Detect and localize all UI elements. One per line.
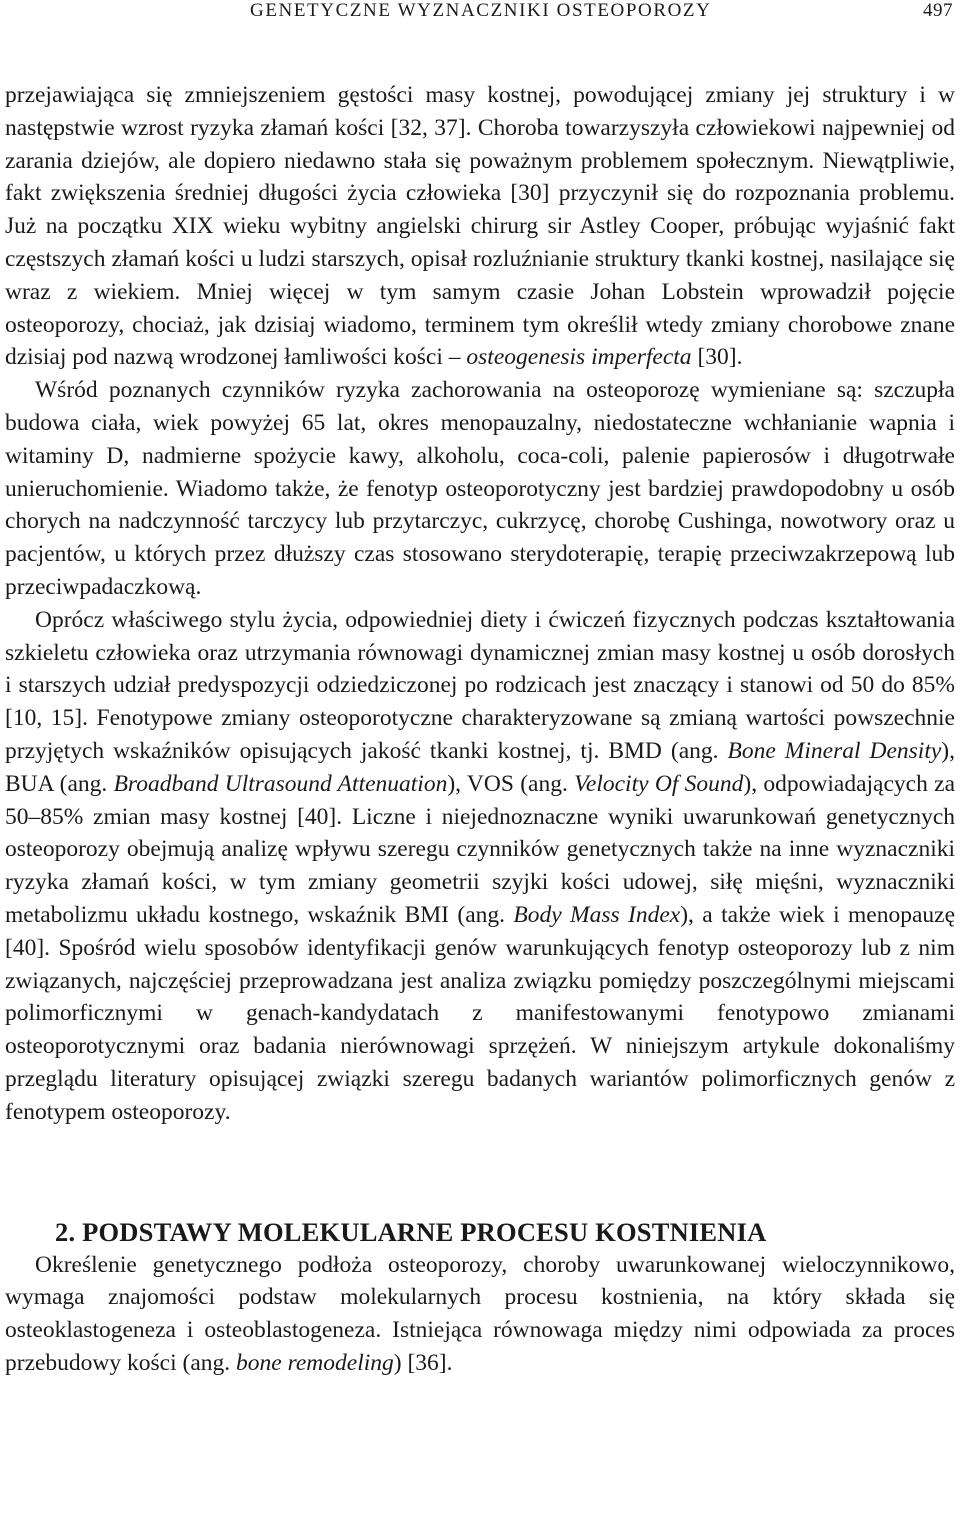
running-title: GENETYCZNE WYZNACZNIKI OSTEOPOROZY	[250, 0, 712, 21]
text-run: Wśród poznanych czynników ryzyka zachorowania na osteoporozę wymieniane są: szczupła budowa ciała, wiek powyżej 65 lat, okres menopauzalny, niedostateczne wchłanianie wapnia i witaminy D, nadmierne spożycie kawy, alkoholu, coca-coli, palenie papierosów i długotrwałe unieruchomienie. Wiadomo także, że fenotyp osteoporotyczny jest bardziej prawdopodobny u osób chorych na nadczynność tarczycy lub przytarczyc, cukrzycę, chorobę Cushinga, nowotwory oraz u pacjentów, u których przez dłuższy czas stosowano sterydoterapię, terapię przeciwzakrzepową lub przeciwpadaczkową.	[5, 377, 955, 600]
text-run: ), VOS (ang.	[447, 770, 575, 797]
text-run: ), a także wiek i menopauzę [40]. Spośród wielu sposobów identyfikacji genów warunkujących fenotyp osteoporozy lub z nim związanych, najczęściej przeprowadzana jest analiza związku pomiędzy poszczególnymi miejscami polimorficznymi w genach-kandydatach z manifestowanymi fenotypowo zmianami osteoporotycznymi oraz badania nierównowagi sprzężeń. W niniejszym artykule dokonaliśmy przeglądu literatury opisującej związki szeregu badanych wariantów polimorficznych genów z fenotypem osteoporozy.	[5, 901, 955, 1125]
section-heading: 2. PODSTAWY MOLEKULARNE PROCESU KOSTNIENIA	[55, 1216, 767, 1247]
italic-term: Bone Mineral Density	[727, 737, 942, 764]
page-number: 497	[923, 0, 953, 21]
italic-term: Velocity Of Sound	[574, 770, 744, 797]
text-run: Określenie genetycznego podłoża osteoporozy, choroby uwarunkowanej wieloczynnikowo, wymaga znajomości podstaw molekularnych procesu kostnienia, na który składa się osteoklastogeneza i osteoblastogeneza. Istniejąca równowaga między nimi odpowiada za proces przebudowy kości (ang.	[5, 1251, 955, 1376]
paragraph	[5, 374, 955, 604]
italic-term: Broadband Ultrasound Attenuation	[113, 770, 448, 797]
text-run: [30].	[691, 344, 743, 371]
paragraph	[5, 604, 955, 1129]
text-run: ), BUA (ang.	[5, 737, 955, 797]
running-header	[5, 0, 955, 24]
article-body	[5, 79, 955, 1380]
italic-term: Body Mass Index	[513, 901, 681, 928]
paragraph	[5, 1249, 955, 1380]
text-run: ) [36].	[393, 1349, 453, 1376]
italic-term: bone remodeling	[236, 1349, 394, 1376]
italic-term: osteogenesis imperfecta	[466, 344, 692, 371]
text-run: Oprócz właściwego stylu życia, odpowiedniej diety i ćwiczeń fizycznych podczas kształtowania szkieletu człowieka oraz utrzymania równowagi dynamicznej zmian masy kostnej u osób dorosłych i starszych udział predyspozycji odziedziczonej po rodzicach jest znaczący i stanowi od 50 do 85% [10, 15]. Fenotypowe zmiany osteoporotyczne charakteryzowane są zmianą wartości powszechnie przyjętych wskaźników opisujących jakość tkanki kostnej, tj. BMD (ang.	[5, 606, 955, 764]
document-page	[5, 0, 955, 1380]
text-run: przejawiająca się zmniejszeniem gęstości masy kostnej, powodującej zmiany jej struktury i w następstwie wzrost ryzyka złamań kości [32, 37]. Choroba towarzyszyła człowiekowi najpewniej od zarania dziejów, ale dopiero niedawno stała się poważnym problemem społecznym. Niewątpliwie, fakt zwiększenia średniej długości życia człowieka [30] przyczynił się do rozpoznania problemu. Już na początku XIX wieku wybitny angielski chirurg sir Astley Cooper, próbując wyjaśnić fakt częstszych złamań kości u ludzi starszych, opisał rozluźnianie struktury tkanki kostnej, nasilające się wraz z wiekiem. Mniej więcej w tym samym czasie Johan Lobstein wprowadził pojęcie osteoporozy, chociaż, jak dzisiaj wiadomo, terminem tym określił wtedy zmiany chorobowe znane dzisiaj pod nazwą wrodzonej łamliwości kości –	[5, 82, 955, 371]
paragraph	[5, 79, 955, 374]
text-run: ), odpowiadających za 50–85% zmian masy kostnej [40]. Liczne i niejednoznaczne wyniki uwarunkowań genetycznych osteoporozy obejmują analizę wpływu szeregu czynników genetycznych także na inne wyznaczniki ryzyka złamań kości, w tym zmiany geometrii szyjki kości udowej, siłę mięśni, wyznaczniki metabolizmu układu kostnego, wskaźnik BMI (ang.	[5, 770, 955, 928]
